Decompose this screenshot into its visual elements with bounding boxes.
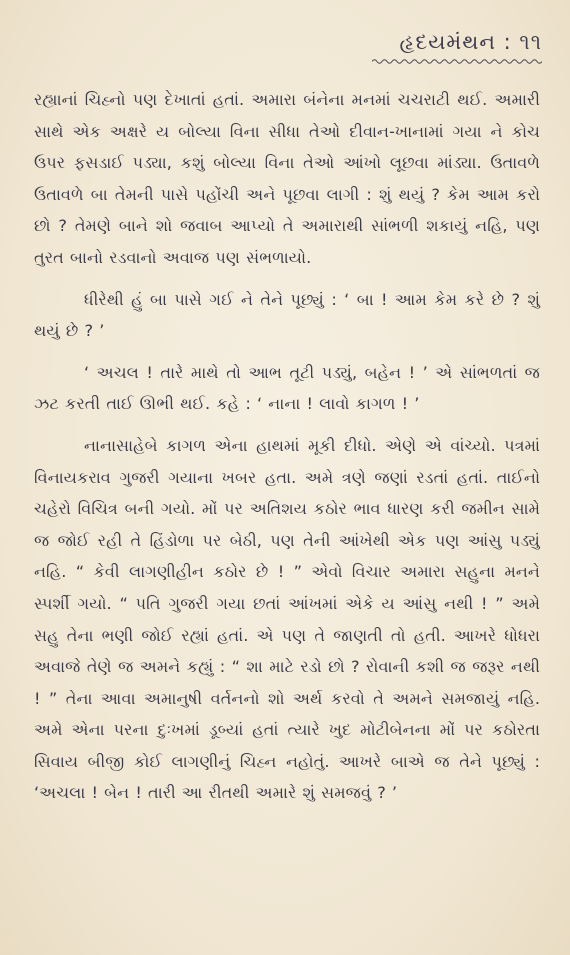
running-header — [372, 30, 542, 65]
running-title: હૃદયમંથન : ૧૧ — [399, 30, 542, 54]
body-text — [34, 84, 540, 819]
paragraph: રહ્યાનાં ચિહ્નો પણ દેખાતાં હતાં. અમારા બંનેના મનમાં ચચરાટી થઈ. અમારી સાથે એક અક્ષરે ય બોલ્યા વિના સીધા તેઓ દીવાન-ખાનામાં ગયા ને કોચ ઉપર ફસડાઈ પડ્યા, કશું બોલ્યા વિના તેઓ આંખો લૂછવા માંડ્યા. ઉતાવળે ઉતાવળે બા તેમની પાસે પહોંચી અને પૂછવા લાગી : શું થયું ? કેમ આમ કરો છો ? તેમણે બાને શો જવાબ આપ્યો તે અમારાથી સાંભળી શકાયું નહિ, પણ તુરત બાનો રડવાનો અવાજ પણ સંભળાયો. — [34, 90, 540, 267]
paragraph: ‘ અચલ ! તારે માથે તો આભ તૂટી પડ્યું, બહેન ! ’ એ સાંભળતાં જ ઝટ કરતી તાઈ ઊભી થઈ. કહે : ‘ નાના ! લાવો કાગળ ! ’ — [34, 362, 540, 414]
paragraph: નાનાસાહેબે કાગળ એના હાથમાં મૂકી દીધો. એણે એ વાંચ્યો. પત્રમાં વિનાયકરાવ ગુજરી ગયાના ખબર હતા. અમે ત્રણે જણાં રડતાં હતાં. તાઈનો ચહેરો વિચિત્ર બની ગયો. મોં પર અતિશય કઠોર ભાવ ધારણ કરી જમીન સામે જ જોઈ રહી તે હિંડોળા પર બેઠી, પણ તેની આંખેથી એક પણ આંસુ પડ્યું નહિ. “ કેવી લાગણીહીન કઠોર છે ! ” એવો વિચાર અમારા સહુના મનને સ્પર્શી ગયો. “ પતિ ગુજરી ગયા છતાં આંખમાં એકે ય આંસુ નથી ! ” અમે સહુ તેના ભણી જોઈ રહ્યાં હતાં. એ પણ તે જાણતી તો હતી. આખરે ધોધરા અવાજે તેણે જ અમને કહ્યું : “ શા માટે રડો છો ? રોવાની કશી જ જરૂર નથી ! ” તેના આવા અમાનુષી વર્તનનો શો અર્થ કરવો તે અમને સમજાયું નહિ. અમે એના પરના દુઃખમાં ડૂબ્યાં હતાં ત્યારે ખુદ મોટીબેનના મોં પર કઠોરતા સિવાય બીજી કોઈ લાગણીનું ચિહ્ન નહોતું. આખરે બાએ જ તેને પૂછ્યું : ‘અચલા ! બેન ! તારી આ રીતથી અમારે શું સમજવું ? ’ — [34, 435, 540, 803]
paragraph: ધીરેથી હું બા પાસે ગઈ ને તેને પૂછ્યું : ‘ બા ! આમ કેમ કરે છે ? શું થયું છે ? ’ — [34, 289, 540, 341]
header-wavy-rule — [372, 58, 542, 65]
